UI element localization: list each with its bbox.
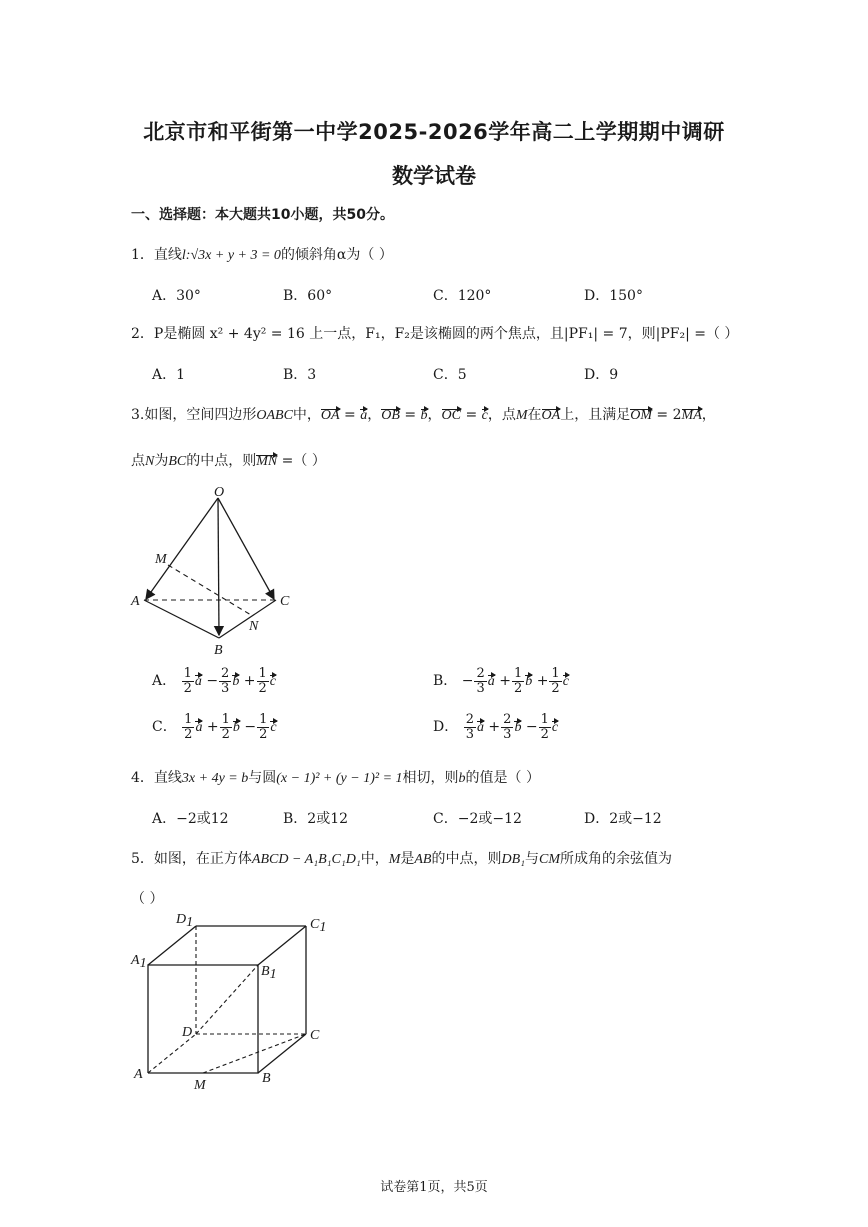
vector-ma: MA bbox=[681, 408, 702, 423]
denominator: 3 bbox=[221, 680, 230, 696]
q2-option-b[interactable]: B．3 bbox=[283, 367, 317, 383]
q4-option-c[interactable]: C．−2或−12 bbox=[433, 811, 522, 827]
q2-option-a[interactable]: A．1 bbox=[152, 367, 186, 383]
q4-text: 相切，则 bbox=[402, 770, 459, 786]
denominator: 3 bbox=[503, 726, 512, 742]
sign: + bbox=[536, 673, 549, 690]
option-letter: A． bbox=[152, 673, 177, 690]
numerator: 1 bbox=[540, 712, 549, 727]
fraction bbox=[220, 713, 232, 741]
q2-option-c[interactable]: C．5 bbox=[433, 367, 467, 383]
label-letter: C bbox=[310, 917, 320, 932]
vector-mn: MN bbox=[256, 454, 278, 469]
q4-option-b[interactable]: B．2或12 bbox=[283, 811, 349, 827]
option-letter: B． bbox=[433, 673, 458, 690]
denominator: 2 bbox=[184, 726, 193, 742]
label-m: M bbox=[155, 552, 167, 567]
vector-a: a bbox=[487, 674, 495, 690]
edge-ab bbox=[144, 600, 219, 638]
label-subscript: 1 bbox=[139, 956, 147, 971]
numerator: 2 bbox=[465, 712, 474, 727]
q5-text: 的中点，则 bbox=[431, 851, 502, 867]
q3-text: 点 bbox=[131, 453, 145, 469]
label-n: N bbox=[249, 619, 259, 634]
label-b: B bbox=[262, 1071, 271, 1086]
edge-ob bbox=[218, 498, 219, 635]
q3-text: 在 bbox=[527, 407, 542, 423]
q4-circle-equation: (x − 1)² + (y − 1)² = 1 bbox=[276, 771, 403, 786]
label-c: C bbox=[280, 594, 290, 609]
q3-option-b[interactable] bbox=[433, 667, 569, 695]
q4-variable-b: b bbox=[458, 771, 466, 786]
fraction bbox=[464, 713, 476, 741]
q5-segment-db1: DB₁ bbox=[501, 852, 526, 867]
denominator: 3 bbox=[465, 726, 474, 742]
edge-bc bbox=[258, 1034, 306, 1073]
vector-c: c bbox=[270, 720, 277, 736]
vector-ob: OB bbox=[381, 408, 400, 423]
numerator: 1 bbox=[259, 712, 268, 727]
vector-a: a bbox=[195, 720, 203, 736]
q3-segment-bc: BC bbox=[168, 454, 187, 469]
q5-text: 与 bbox=[525, 851, 540, 867]
sign: + bbox=[206, 719, 219, 736]
denominator: 2 bbox=[513, 680, 523, 696]
label-subscript: 1 bbox=[269, 967, 277, 982]
q1-prefix: 1．直线 bbox=[131, 247, 182, 263]
q1-suffix: 的倾斜角α为（ ） bbox=[280, 247, 393, 263]
q4-text: 与圆 bbox=[248, 770, 277, 786]
label-c: C bbox=[310, 1028, 320, 1043]
q5-text: 中， bbox=[360, 851, 389, 867]
fraction bbox=[539, 713, 551, 741]
edge-bc bbox=[219, 600, 276, 638]
question-5-stem-line-1 bbox=[131, 848, 672, 868]
label-a: A bbox=[134, 1067, 143, 1082]
label-letter: B bbox=[261, 964, 270, 979]
denominator: 3 bbox=[476, 680, 485, 696]
sign: − bbox=[525, 719, 538, 736]
label-letter: A bbox=[131, 953, 140, 968]
q5-point-m: M bbox=[388, 852, 401, 867]
q5-segment-ab: AB bbox=[414, 852, 432, 867]
q3-text: ，点 bbox=[487, 407, 516, 423]
q4-text: 的值是（ ） bbox=[465, 770, 540, 786]
q4-option-a[interactable]: A．−2或12 bbox=[152, 811, 229, 827]
q1-line-equation: l:√3x + y + 3 = 0 bbox=[181, 248, 281, 263]
edge-b1c1 bbox=[258, 926, 306, 965]
vector-c: c bbox=[551, 720, 559, 736]
q3-coefficient: 2 bbox=[672, 407, 682, 423]
sign: − bbox=[244, 719, 257, 736]
q3-option-c[interactable] bbox=[152, 713, 277, 741]
question-1-stem bbox=[131, 244, 393, 264]
q4-line-equation: 3x + 4y = b bbox=[181, 771, 249, 786]
vector-c: c bbox=[562, 674, 569, 690]
label-a1 bbox=[130, 953, 147, 971]
numerator: 1 bbox=[183, 666, 192, 681]
vector-oa: OA bbox=[320, 408, 340, 423]
fraction bbox=[182, 713, 194, 741]
q3-quad-name: OABC bbox=[256, 408, 293, 423]
label-subscript: 1 bbox=[319, 920, 327, 935]
q3-point-m: M bbox=[515, 408, 528, 423]
section-heading: 一、选择题：本大题共10小题，共50分。 bbox=[131, 207, 394, 223]
q5-text: 5．如图，在正方体 bbox=[131, 851, 252, 867]
cube-figure bbox=[128, 908, 338, 1098]
question-4-stem bbox=[131, 767, 540, 787]
edge-oc bbox=[218, 498, 274, 599]
segment-db1 bbox=[196, 965, 258, 1034]
label-o: O bbox=[214, 485, 225, 500]
q3-text: 的中点，则 bbox=[186, 453, 257, 469]
q3-point-n: N bbox=[145, 454, 155, 469]
q3-option-d[interactable] bbox=[433, 713, 558, 741]
numerator: 1 bbox=[258, 666, 267, 681]
label-subscript: 1 bbox=[186, 915, 194, 930]
vector-b: b bbox=[232, 674, 240, 690]
fraction bbox=[549, 667, 561, 695]
vector-c: c bbox=[269, 674, 277, 690]
cube-front-face bbox=[148, 965, 258, 1073]
denominator: 2 bbox=[540, 726, 549, 742]
fraction bbox=[474, 667, 486, 695]
numerator: 2 bbox=[503, 712, 512, 727]
vector-a: a bbox=[194, 674, 202, 690]
vector-c: c bbox=[481, 408, 488, 423]
sign: + bbox=[488, 719, 501, 736]
q4-option-d[interactable]: D．2或−12 bbox=[584, 811, 662, 827]
fraction bbox=[257, 667, 269, 695]
page-footer: 试卷第1页，共5页 bbox=[380, 1180, 488, 1195]
q3-text: 3.如图，空间四边形 bbox=[131, 407, 257, 423]
sign: − bbox=[206, 673, 219, 690]
sign: − bbox=[461, 673, 474, 690]
q3-text: 上，且满足 bbox=[560, 407, 631, 423]
segment-cm bbox=[203, 1034, 306, 1073]
numerator: 2 bbox=[476, 666, 485, 681]
denominator: 2 bbox=[551, 680, 560, 696]
vector-b: b bbox=[232, 720, 240, 736]
denominator: 2 bbox=[259, 726, 268, 742]
q1-option-c[interactable]: C．120° bbox=[433, 288, 492, 304]
q3-text: 中， bbox=[292, 407, 321, 423]
vector-oa: OA bbox=[541, 408, 561, 423]
question-3-stem-line-1: 3.如图，空间四边形OABC中，OA = a，OB = b，OC = c，点M在OA上，且满足OM = 2MA， bbox=[131, 407, 716, 423]
sign: + bbox=[243, 673, 256, 690]
question-2-stem: 2．P是椭圆 x² + 4y² = 16 上一点，F₁，F₂是该椭圆的两个焦点，且|PF₁| = 7，则|PF₂| =（ ） bbox=[131, 326, 739, 342]
denominator: 2 bbox=[258, 680, 267, 696]
question-3-stem-line-2: 点N为BC的中点，则MN =（ ） bbox=[131, 453, 326, 469]
fraction bbox=[512, 667, 524, 695]
exam-subtitle: 数学试卷 bbox=[392, 164, 476, 188]
q5-segment-cm: CM bbox=[539, 852, 561, 867]
vector-b: b bbox=[420, 408, 428, 423]
vector-a: a bbox=[476, 720, 484, 736]
numerator: 1 bbox=[513, 666, 523, 681]
fraction bbox=[219, 667, 231, 695]
fraction bbox=[182, 667, 194, 695]
tetrahedron-figure bbox=[128, 484, 298, 659]
numerator: 1 bbox=[184, 712, 193, 727]
vector-a: a bbox=[360, 408, 368, 423]
q3-text: 为 bbox=[154, 453, 169, 469]
segment-mn bbox=[168, 565, 251, 615]
question-5-stem-line-2: （ ） bbox=[131, 891, 164, 907]
q1-option-d[interactable]: D．150° bbox=[584, 288, 643, 304]
q1-option-b[interactable]: B．60° bbox=[283, 288, 333, 304]
edge-oa bbox=[146, 498, 218, 599]
denominator: 2 bbox=[221, 726, 230, 742]
q5-cube-name: ABCD − A₁B₁C₁D₁ bbox=[251, 852, 361, 867]
vector-oc: OC bbox=[441, 408, 461, 423]
label-letter: D bbox=[176, 912, 187, 927]
fraction bbox=[501, 713, 513, 741]
fraction bbox=[257, 713, 269, 741]
label-m: M bbox=[194, 1078, 206, 1093]
label-a: A bbox=[131, 594, 140, 609]
q3-text: （ ） bbox=[293, 453, 326, 469]
numerator: 1 bbox=[551, 666, 560, 681]
vector-om: OM bbox=[630, 408, 652, 423]
vector-b: b bbox=[525, 674, 533, 690]
label-d1 bbox=[175, 912, 193, 930]
q5-text: 是 bbox=[400, 851, 415, 867]
option-letter: D． bbox=[433, 719, 459, 736]
option-letter: C． bbox=[152, 719, 177, 736]
vector-b: b bbox=[514, 720, 522, 736]
denominator: 2 bbox=[183, 680, 192, 696]
exam-title: 北京市和平街第一中学2025-2026学年高二上学期期中调研 bbox=[143, 120, 725, 144]
edge-a1d1 bbox=[148, 926, 196, 965]
numerator: 2 bbox=[221, 666, 230, 681]
label-b: B bbox=[214, 643, 223, 658]
q4-text: 4．直线 bbox=[131, 770, 182, 786]
q3-option-a[interactable] bbox=[152, 667, 276, 695]
q1-option-a[interactable]: A．30° bbox=[152, 288, 201, 304]
sign: + bbox=[499, 673, 511, 690]
label-b1 bbox=[261, 964, 277, 982]
label-c1 bbox=[310, 917, 326, 935]
q5-text: 所成角的余弦值为 bbox=[560, 851, 673, 867]
numerator: 1 bbox=[221, 712, 230, 727]
q2-option-d[interactable]: D．9 bbox=[584, 367, 619, 383]
label-d: D bbox=[182, 1025, 193, 1040]
